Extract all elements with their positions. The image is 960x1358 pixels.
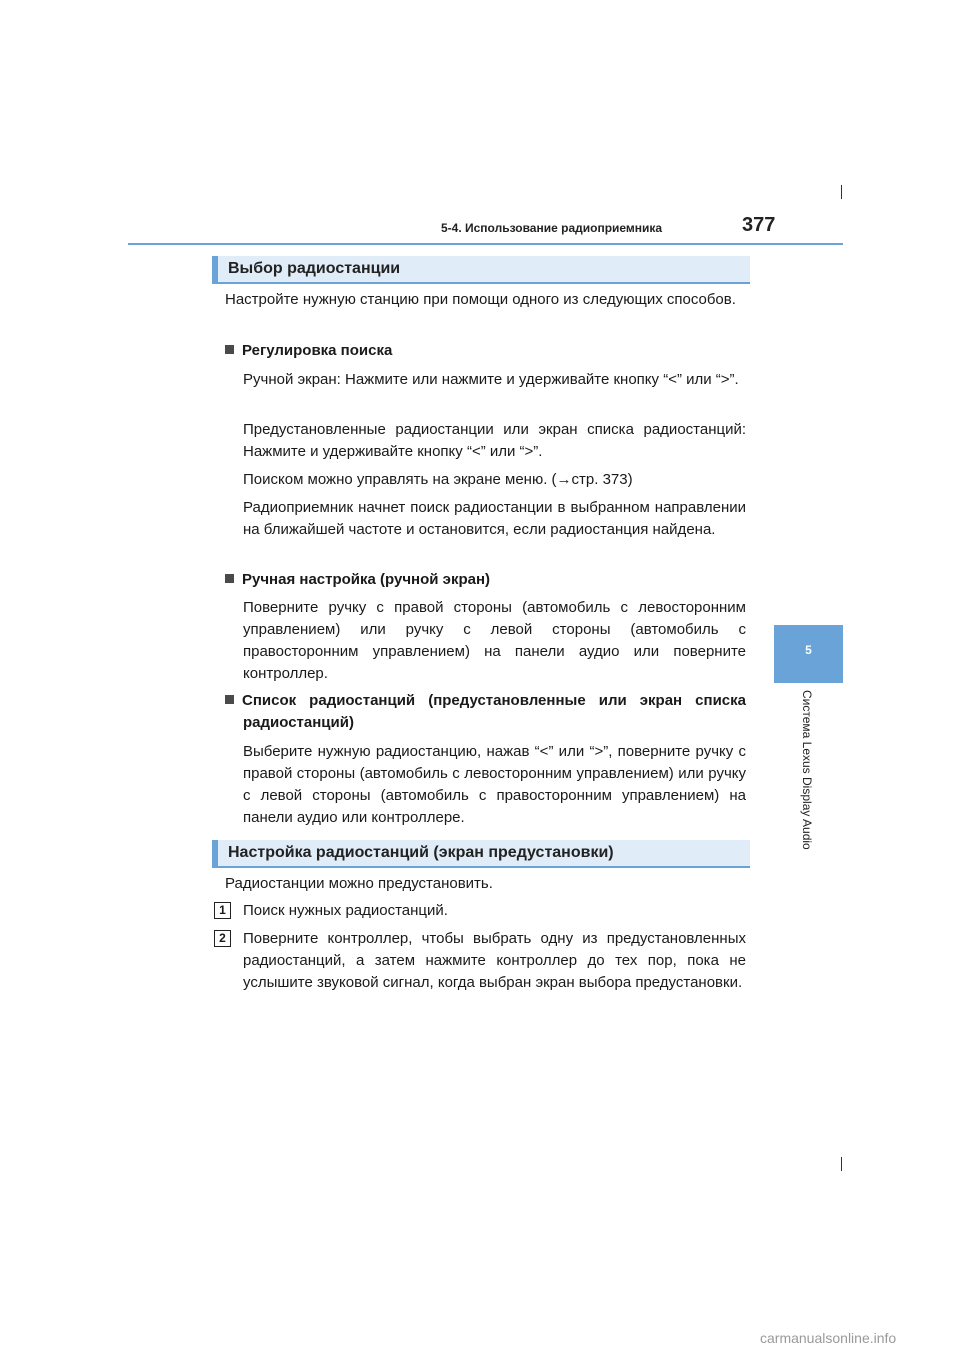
chapter-number: 5 — [805, 643, 812, 657]
seek-preset-screen: Предустановленные радиостанции или экран списка радиостанций: Нажмите и удерживайте кнопку “<” или “>”. — [243, 421, 746, 460]
bullet-station-list-title: Список радиостанций (предустановленные или экран списка радиостанций) — [242, 692, 746, 731]
step-2-text: Поверните контроллер, чтобы выбрать одну из предустановленных радиостанций, а затем нажмите контроллер до тех пор, пока не услышите звуковой сигнал, когда выбран экран выбора предустановки. — [243, 930, 746, 991]
section-heading-preset: Настройка радиостанций (экран предустановки) — [212, 840, 750, 868]
bullet-seek-title: Регулировка поиска — [242, 342, 393, 359]
square-bullet-icon — [225, 345, 234, 354]
header-rule — [128, 243, 843, 245]
bullet-station-list — [225, 690, 746, 734]
bullet-manual-title: Ручная настройка (ручной экран) — [242, 571, 491, 588]
step-number-1: 1 — [214, 902, 231, 919]
step-number-2: 2 — [214, 930, 231, 947]
bullet-seek — [225, 340, 746, 362]
section1-intro: Настройте нужную станцию при помощи одного из следующих способов. — [225, 291, 736, 308]
square-bullet-icon — [225, 695, 234, 704]
step-1-text: Поиск нужных радиостанций. — [243, 902, 448, 919]
crop-mark-top — [841, 185, 842, 199]
chapter-tab — [774, 625, 843, 683]
bullet-manual-tuning — [225, 569, 746, 591]
station-list-text: Выберите нужную радиостанцию, нажав “<” или “>”, поверните ручку с правой стороны (автомобиль с левосторонним управлением) или ручку с левой стороны (автомобиль с правосторонним управлением) на панели аудио или контроллере. — [243, 743, 746, 826]
crop-mark-bottom — [841, 1157, 842, 1171]
page-number: 377 — [742, 214, 776, 236]
watermark: carmanualsonline.info — [760, 1330, 897, 1346]
seek-description: Радиоприемник начнет поиск радиостанции в выбранном направлении на ближайшей частоте и остановится, если радиостанция найдена. — [243, 499, 746, 538]
chapter-title: Система Lexus Display Audio — [800, 690, 814, 850]
section-heading-station-select: Выбор радиостанции — [212, 256, 750, 284]
square-bullet-icon — [225, 574, 234, 583]
section2-intro: Радиостанции можно предустановить. — [225, 875, 493, 892]
running-header-section: 5-4. Использование радиоприемника — [441, 221, 663, 235]
chapter-side-label — [800, 690, 818, 880]
manual-tuning-text: Поверните ручку с правой стороны (автомобиль с левосторонним управлением) или ручку с левой стороны (автомобиль с правосторонним управлением) на панели аудио или поверните контроллер. — [243, 599, 746, 682]
seek-menu-control: Поиском можно управлять на экране меню. (→стр. 373) — [243, 471, 633, 488]
seek-manual-screen: Ручной экран: Нажмите или нажмите и удерживайте кнопку “<” или “>”. — [243, 371, 739, 388]
